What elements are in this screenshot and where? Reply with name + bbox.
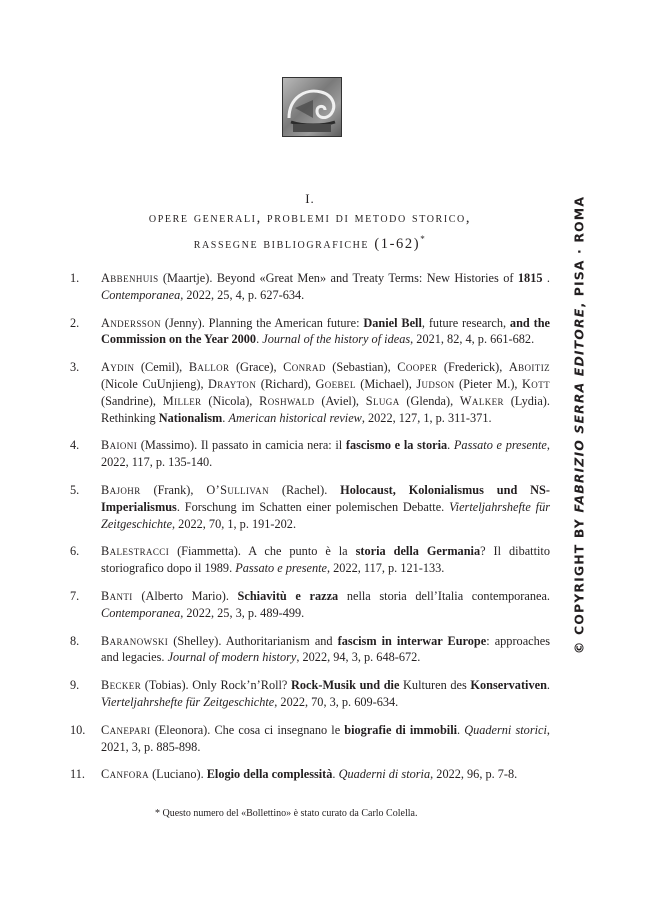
entry-text: (Tobias). Only Rock’n’Roll?	[141, 678, 292, 693]
entry-text: (Alberto Mario).	[132, 588, 238, 603]
entry-text: , 2022, 127, 1, p. 311-371.	[361, 410, 492, 425]
entry-text: , future research,	[421, 315, 510, 330]
keyword-bold: fascismo e la storia	[345, 438, 448, 453]
entry-text: (Sandrine),	[101, 393, 163, 408]
author-surname: Andersson	[101, 315, 161, 330]
entry-text: (Sebastian),	[325, 360, 398, 375]
bibliography-entry	[70, 588, 550, 622]
keyword-bold: and the Commission on the Year 2000	[101, 315, 550, 347]
entry-text: , 2021, 82, 4, p. 661-682.	[410, 332, 535, 347]
entry-text: , 2022, 70, 1, p. 191-202.	[172, 516, 297, 531]
entry-text: (Frederick),	[437, 360, 509, 375]
journal-title: Passato e presente	[235, 561, 327, 576]
journal-title: Contemporanea	[101, 287, 181, 302]
entry-text: (Nicole CuUnjieng),	[101, 376, 209, 391]
entry-number: 7.	[70, 588, 80, 603]
author-surname: Goebel	[315, 376, 356, 391]
entry-text: nella storia dell’Italia contemporanea.	[338, 588, 550, 603]
entry-number: 2.	[70, 315, 80, 330]
journal-title: American historical review	[228, 410, 362, 425]
author-surname: Ballor	[188, 360, 230, 375]
keyword-bold: Elogio della complessità	[206, 767, 333, 782]
copyright-suffix: , PISA · ROMA	[571, 195, 587, 308]
entry-text: (Grace),	[229, 360, 284, 375]
entry-text: , 2022, 117, p. 121-133.	[327, 561, 445, 576]
bibliography-entry	[70, 677, 550, 711]
author-surname: Conrad	[283, 360, 326, 375]
section-title-text: rassegne bibliografiche (1-62)	[193, 235, 421, 252]
entry-text: ? Il dibattito storiografico dopo il 1989.	[101, 544, 550, 576]
entry-text: (Luciano).	[149, 767, 207, 782]
author-surname: Baioni	[101, 438, 138, 453]
entry-text: (Eleonora). Che cosa ci insegnano le	[150, 722, 345, 737]
footnote-marker: *	[420, 234, 427, 244]
author-surname: Canepari	[101, 722, 151, 737]
bibliography-entry	[70, 722, 550, 756]
keyword-bold: Konservativen	[470, 678, 547, 693]
copyright-publisher: FABRIZIO SERRA EDITORE	[571, 307, 587, 513]
author-surname: Canfora	[101, 767, 150, 782]
entry-number: 3.	[70, 360, 80, 375]
entry-number: 4.	[70, 438, 80, 453]
entry-text: (Cemil),	[134, 360, 189, 375]
entry-text: (Lydia). Rethinking	[101, 393, 550, 425]
entry-number: 10.	[70, 722, 86, 737]
author-surname: Aydin	[101, 360, 135, 375]
journal-title: Quaderni storici	[464, 722, 547, 737]
journal-title: Vierteljahrshefte für Zeitgeschichte	[101, 499, 550, 531]
entry-text: , 2022, 70, 3, p. 609-634.	[274, 694, 399, 709]
author-surname: Walker	[459, 393, 504, 408]
entry-text: (Frank),	[140, 482, 207, 497]
keyword-bold: 1815	[517, 271, 543, 285]
keyword-bold: Nationalism	[158, 410, 223, 425]
publisher-logo	[282, 77, 342, 137]
keyword-bold: biografie di immobili	[344, 722, 458, 737]
bibliography-entry	[70, 359, 550, 426]
entry-text: .	[447, 438, 454, 453]
column-capital-icon	[283, 78, 341, 136]
entry-text: (Fiammetta). A che punto è la	[169, 544, 356, 559]
entry-text: (Pieter M.),	[454, 376, 523, 391]
author-surname: Banti	[101, 588, 133, 603]
author-surname: Balestracci	[101, 544, 170, 559]
section-title-line1: opere generali, problemi di metodo storico,	[148, 210, 472, 226]
entry-text: , 2022, 94, 3, p. 648-672.	[296, 650, 421, 665]
author-surname: Bajohr	[101, 482, 141, 497]
author-surname: Abbenhuis	[101, 271, 159, 285]
bibliography-entry	[70, 766, 550, 783]
copyright-prefix: © COPYRIGHT BY	[571, 512, 587, 655]
keyword-bold: Rock-Musik und die	[291, 678, 400, 693]
entry-text: .	[256, 332, 263, 347]
entry-text: : approaches and legacies.	[101, 633, 551, 665]
bibliography-entry	[70, 633, 550, 667]
entry-text: (Richard),	[256, 376, 316, 391]
copyright-sidebar	[568, 190, 590, 660]
journal-title: Vierteljahrshefte für Zeitgeschichte	[101, 694, 275, 709]
entry-number: 9.	[70, 678, 80, 693]
entry-text: (Nicola),	[201, 393, 260, 408]
author-surname: Roshwald	[259, 393, 315, 408]
author-surname: Cooper	[397, 360, 438, 375]
entry-text: (Jenny). Planning the American future:	[161, 315, 364, 330]
entry-text: .	[542, 271, 550, 285]
entry-text: (Aviel),	[314, 393, 366, 408]
copyright-text	[572, 196, 587, 654]
entry-text: (Shelley). Authoritarianism and	[168, 633, 338, 648]
entry-text: Kulturen des	[399, 678, 471, 693]
section-heading	[70, 190, 550, 255]
entry-text: (Rachel).	[268, 482, 341, 497]
bibliography-entry	[70, 437, 550, 471]
entry-text: .	[332, 767, 339, 782]
journal-title: Journal of modern history	[167, 650, 297, 665]
entry-text: (Michael),	[355, 376, 417, 391]
section-title-line2	[70, 229, 550, 255]
keyword-bold: fascism in interwar Europe	[337, 633, 487, 648]
author-surname: Sluga	[365, 393, 400, 408]
entry-text: .	[546, 678, 550, 693]
bibliography-list	[70, 270, 550, 794]
entry-text: , 2022, 25, 3, p. 489-499.	[180, 605, 305, 620]
entry-text: , 2022, 117, p. 135-140.	[101, 438, 550, 470]
keyword-bold: storia della Germania	[355, 544, 481, 559]
author-surname: Becker	[101, 678, 142, 693]
bibliography-entry	[70, 482, 550, 532]
footnote: * Questo numero del «Bollettino» è stato curato da Carlo Colella.	[155, 808, 418, 819]
keyword-bold: Schiavitù e razza	[237, 588, 339, 603]
journal-title: Journal of the history of ideas	[262, 332, 411, 347]
journal-title: Passato e presente	[453, 438, 547, 453]
author-surname: Drayton	[208, 376, 257, 391]
author-surname: O’Sullivan	[206, 482, 269, 497]
author-surname: Aboitiz	[508, 360, 551, 375]
author-surname: Miller	[162, 393, 202, 408]
author-surname: Judson	[416, 376, 455, 391]
keyword-bold: Daniel Bell	[363, 315, 422, 330]
bibliography-entry	[70, 270, 550, 304]
entry-text: (Maartje). Beyond «Great Men» and Treaty Terms: New Histories of	[158, 271, 518, 285]
section-number: I.	[305, 191, 315, 206]
entry-text: . Forschung im Schatten einer polemischen Debatte.	[176, 499, 450, 514]
entry-number: 8.	[70, 633, 80, 648]
entry-number: 5.	[70, 482, 80, 497]
entry-text: .	[222, 410, 229, 425]
entry-text: , 2021, 3, p. 885-898.	[101, 722, 550, 754]
entry-number: 11.	[70, 767, 85, 782]
bibliography-entry	[70, 315, 550, 349]
entry-text: (Massimo). Il passato in camicia nera: il	[137, 438, 346, 453]
entry-text: .	[457, 722, 465, 737]
journal-title: Contemporanea	[101, 605, 181, 620]
author-surname: Baranowski	[101, 633, 169, 648]
keyword-bold: Holocaust, Kolonialismus und NS-Imperialismus	[101, 482, 550, 514]
author-surname: Kott	[522, 376, 550, 391]
entry-text: (Glenda),	[399, 393, 460, 408]
entry-number: 6.	[70, 544, 80, 559]
journal-title: Quaderni di storia	[338, 767, 431, 782]
entry-text: , 2022, 96, p. 7-8.	[430, 767, 518, 782]
entry-number: 1.	[70, 271, 80, 285]
bibliography-entry	[70, 543, 550, 577]
entry-text: , 2022, 25, 4, p. 627-634.	[180, 287, 305, 302]
